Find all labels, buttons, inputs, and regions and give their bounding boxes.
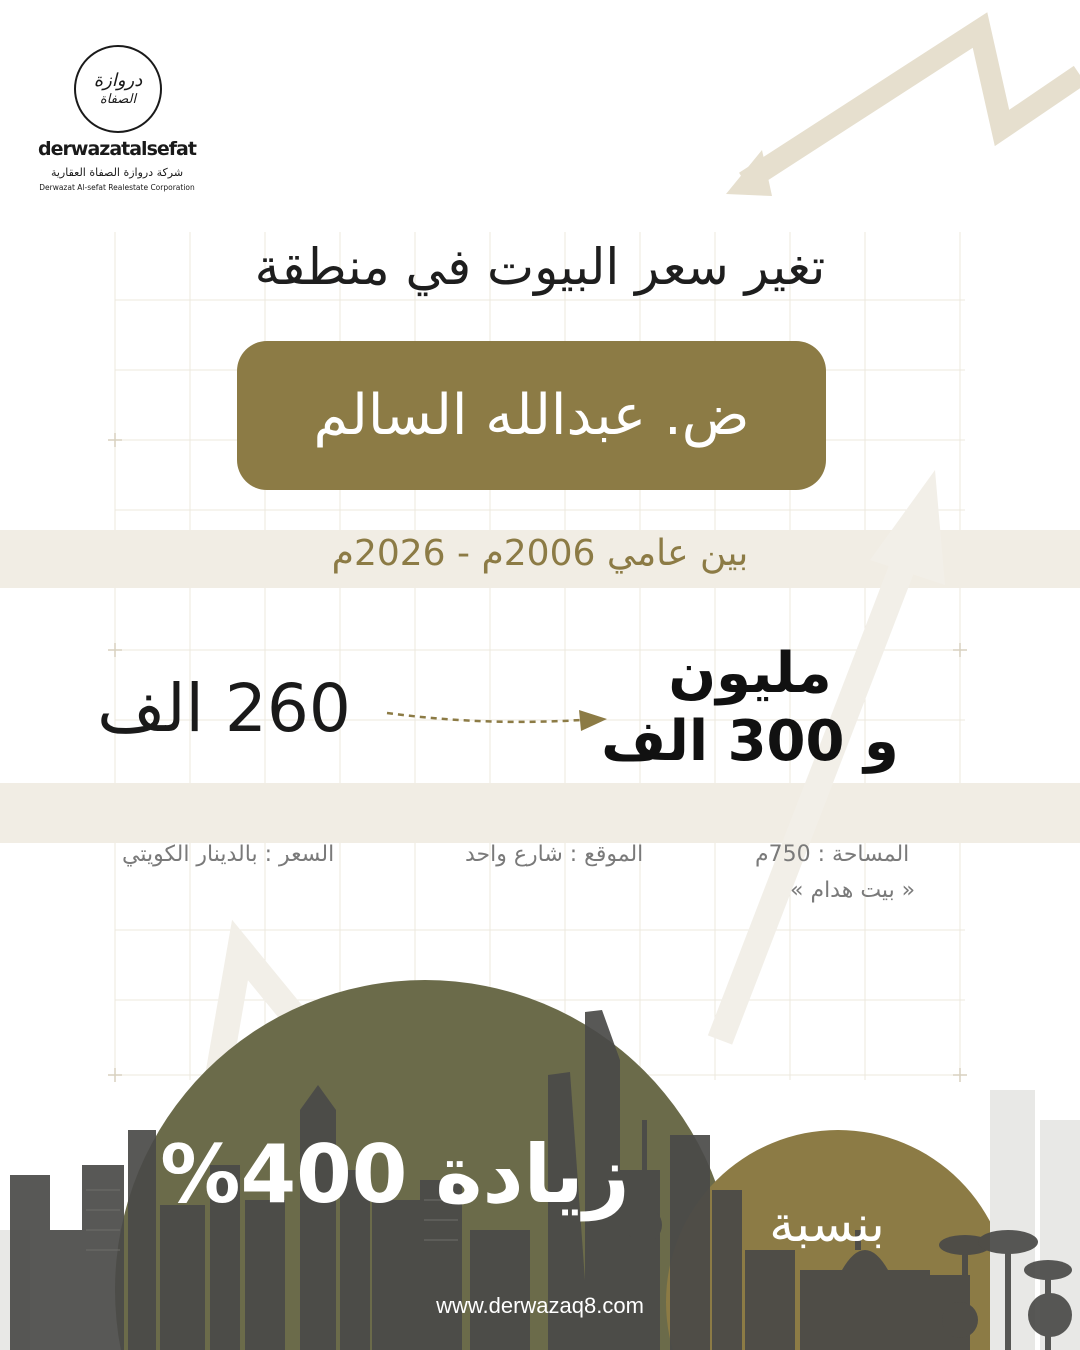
logo-arabic-name: شركة دروازة الصفاة العقارية <box>50 166 184 179</box>
area-name: ض. عبدالله السالم <box>313 383 750 448</box>
period-text: بين عامي 2006م - 2026م <box>331 533 749 574</box>
increase-percentage: زيادة 400% <box>160 1128 630 1221</box>
detail-location: الموقع : شارع واحد <box>465 842 644 867</box>
price-old: 260 الف <box>97 670 351 747</box>
logo-emblem-line1: دروازة <box>93 70 143 91</box>
detail-area: المساحة : 750م <box>755 842 910 867</box>
ratio-label: بنسبة <box>769 1195 885 1253</box>
logo-wordmark: derwazatalsefat <box>38 138 196 160</box>
detail-house-type: « بيت هدام » <box>790 878 916 903</box>
detail-currency: السعر : بالدينار الكويتي <box>122 842 335 867</box>
logo-english-name: Derwazat Al-sefat Realestate Corporation <box>39 183 195 192</box>
headline: تغير سعر البيوت في منطقة <box>254 238 826 296</box>
price-new-line2: و 300 الف <box>601 709 899 775</box>
website-link[interactable]: www.derwazaq8.com <box>436 1293 644 1318</box>
price-new-line1: مليون <box>668 641 832 706</box>
logo-emblem-line2: الصفاة <box>99 92 137 107</box>
